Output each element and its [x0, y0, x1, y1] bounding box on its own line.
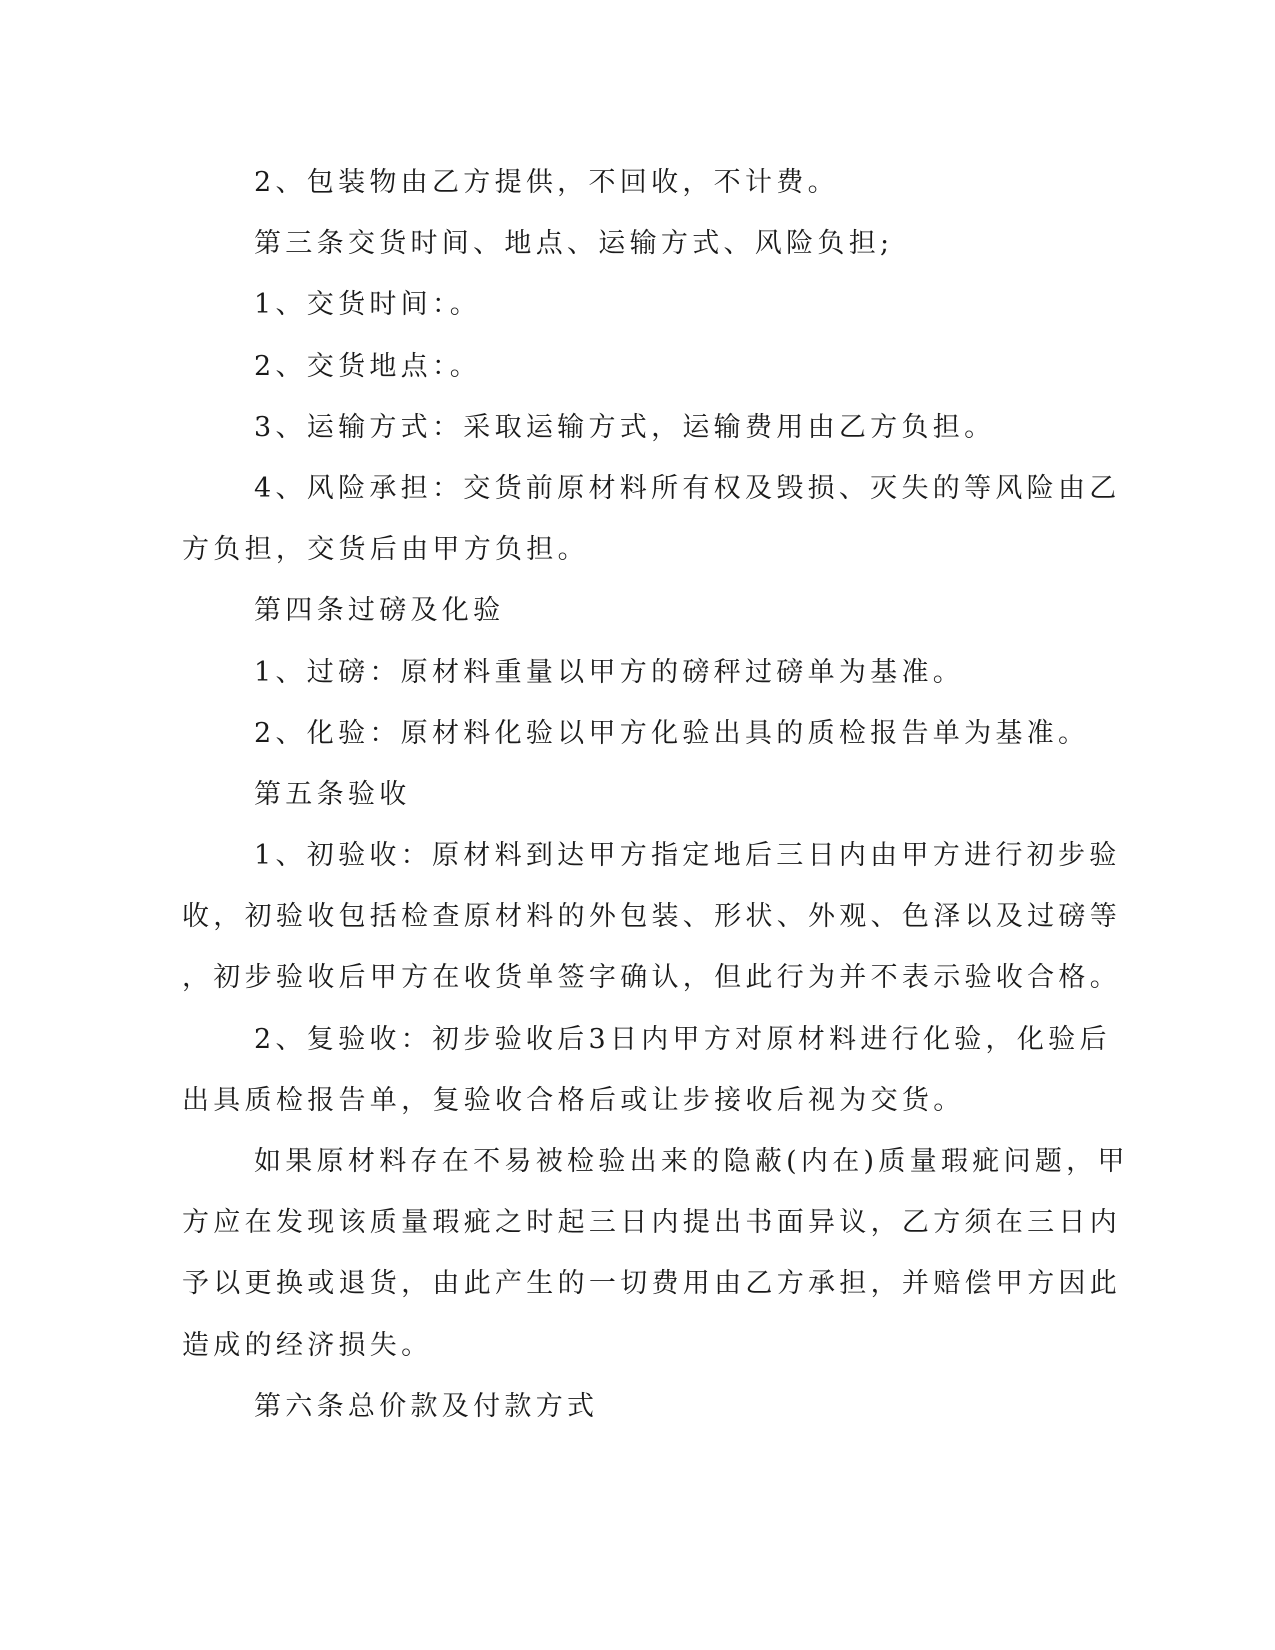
- paragraph-line: 2、复验收：初步验收后3日内甲方对原材料进行化验，化验后: [254, 1023, 1111, 1055]
- section-heading: 第四条过磅及化验: [254, 595, 505, 627]
- section-heading: 第五条验收: [254, 778, 411, 810]
- paragraph-line: 造成的经济损失。: [182, 1329, 433, 1361]
- paragraph-line: 方负担，交货后由甲方负担。: [182, 534, 589, 566]
- section-heading: 第六条总价款及付款方式: [254, 1390, 599, 1422]
- paragraph-line: 方应在发现该质量瑕疵之时起三日内提出书面异议，乙方须在三日内: [182, 1207, 1121, 1239]
- paragraph-line: 2、包装物由乙方提供，不回收，不计费。: [254, 167, 839, 198]
- paragraph-line: 2、化验：原材料化验以甲方化验出具的质检报告单为基准。: [254, 717, 1090, 749]
- paragraph-line: 1、过磅：原材料重量以甲方的磅秤过磅单为基准。: [254, 656, 965, 688]
- paragraph-line: 出具质检报告单，复验收合格后或让步接收后视为交货。: [182, 1084, 965, 1116]
- paragraph-line: 1、交货时间：。: [254, 289, 482, 321]
- paragraph-line: 如果原材料存在不易被检验出来的隐蔽(内在)质量瑕疵问题，甲: [254, 1146, 1129, 1177]
- paragraph-line: 予以更换或退货，由此产生的一切费用由乙方承担，并赔偿甲方因此: [182, 1268, 1121, 1300]
- paragraph-line: 3、运输方式：采取运输方式，运输费用由乙方负担。: [254, 411, 996, 443]
- paragraph-line: 4、风险承担：交货前原材料所有权及毁损、灭失的等风险由乙: [254, 472, 1121, 504]
- paragraph-line: 收，初验收包括检查原材料的外包装、形状、外观、色泽以及过磅等: [182, 901, 1121, 933]
- section-heading: 第三条交货时间、地点、运输方式、风险负担;: [254, 228, 894, 260]
- paragraph-line: 1、初验收：原材料到达甲方指定地后三日内由甲方进行初步验: [254, 840, 1121, 872]
- paragraph-line: ，初步验收后甲方在收货单签字确认，但此行为并不表示验收合格。: [182, 962, 1121, 994]
- paragraph-line: 2、交货地点：。: [254, 350, 482, 382]
- document-body: [182, 152, 1129, 1437]
